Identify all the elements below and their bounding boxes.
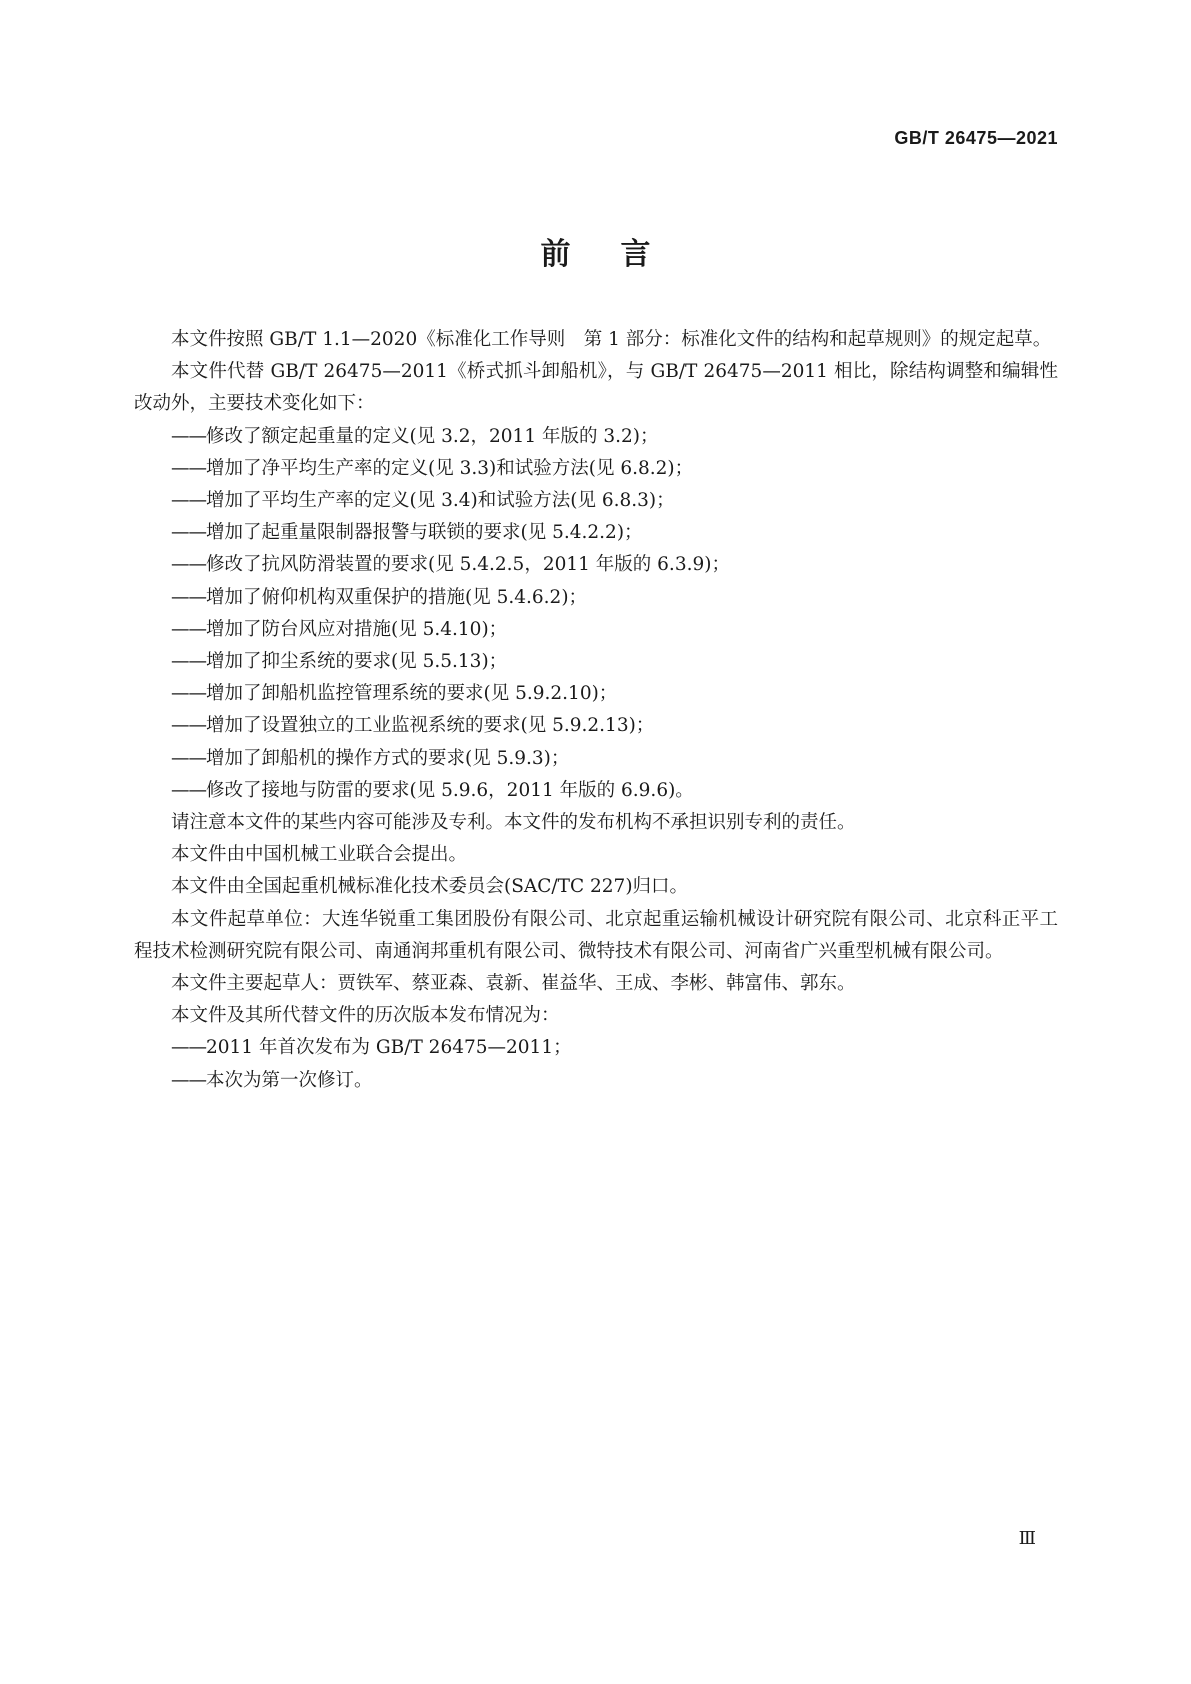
list-item-text: 增加了卸船机监控管理系统的要求(见 5.9.2.10)； [206,683,618,705]
dash-mark: —— [171,490,206,512]
history-list [134,1032,1058,1096]
dash-mark: —— [171,457,206,479]
list-item-text: 2011 年首次发布为 GB/T 26475—2011； [206,1037,572,1059]
dash-mark: —— [171,618,206,640]
list-item-text: 修改了抗风防滑装置的要求(见 5.4.2.5，2011 年版的 6.3.9)； [206,554,730,576]
list-item-text: 增加了抑尘系统的要求(见 5.5.13)； [206,651,508,673]
list-item-text: 修改了额定起重量的定义(见 3.2，2011 年版的 3.2)； [206,425,659,447]
list-item-text: 增加了俯仰机构双重保护的措施(见 5.4.6.2)； [206,586,588,608]
dash-mark: —— [171,747,206,769]
paragraph-drafting-units: 本文件起草单位：大连华锐重工集团股份有限公司、北京起重运输机械设计研究院有限公司、北京科正平工程技术检测研究院有限公司、南通润邦重机有限公司、微特技术有限公司、河南省广兴重型机械有限公司。 [134,908,1058,962]
list-item [134,646,1058,678]
list-item [134,453,1058,485]
paragraph-version-history: 本文件及其所代替文件的历次版本发布情况为： [171,1005,560,1027]
list-item-text: 本次为第一次修订。 [206,1069,373,1091]
paragraph-replacement: 本文件代替 GB/T 26475—2011《桥式抓斗卸船机》，与 GB/T 26475—2011 相比，除结构调整和编辑性改动外，主要技术变化如下： [134,361,1058,415]
list-item [134,1032,1058,1064]
dash-mark: —— [171,425,206,447]
list-item [134,517,1058,549]
list-item [134,710,1058,742]
list-item [134,678,1058,710]
paragraph-proposer: 本文件由中国机械工业联合会提出。 [171,844,468,866]
paragraph-drafting-rules: 本文件按照 GB/T 1.1—2020《标准化工作导则 第 1 部分：标准化文件的结构和起草规则》的规定起草。 [171,329,1052,350]
list-item-text: 增加了起重量限制器报警与联锁的要求(见 5.4.2.2)； [206,522,643,544]
list-item-text: 增加了防台风应对措施(见 5.4.10)； [206,618,508,640]
dash-mark: —— [171,1037,206,1059]
document-body [134,324,1058,1097]
list-item [134,1065,1058,1097]
paragraph-patent-notice: 请注意本文件的某些内容可能涉及专利。本文件的发布机构不承担识别专利的责任。 [171,812,856,834]
list-item [134,421,1058,453]
list-item [134,549,1058,581]
page-title: 前言 [540,237,701,272]
dash-mark: —— [171,779,206,801]
list-item [134,614,1058,646]
dash-mark: —— [171,651,206,673]
changes-list [134,421,1058,807]
list-item [134,743,1058,775]
page-number: Ⅲ [1018,1528,1036,1549]
dash-mark: —— [171,715,206,737]
standard-code: GB/T 26475—2021 [894,128,1058,148]
paragraph-committee: 本文件由全国起重机械标准化技术委员会(SAC/TC 227)归口。 [171,876,689,898]
list-item [134,485,1058,517]
list-item-text: 增加了净平均生产率的定义(见 3.3)和试验方法(见 6.8.2)； [206,457,694,479]
dash-mark: —— [171,554,206,576]
dash-mark: —— [171,586,206,608]
dash-mark: —— [171,683,206,705]
list-item-text: 增加了设置独立的工业监视系统的要求(见 5.9.2.13)； [206,715,655,737]
list-item [134,775,1058,807]
dash-mark: —— [171,522,206,544]
list-item-text: 修改了接地与防雷的要求(见 5.9.6，2011 年版的 6.9.6)。 [206,779,694,801]
paragraph-drafters: 本文件主要起草人：贾铁军、蔡亚森、袁新、崔益华、王成、李彬、韩富伟、郭东。 [171,973,856,995]
list-item-text: 增加了平均生产率的定义(见 3.4)和试验方法(见 6.8.3)； [206,490,675,512]
list-item-text: 增加了卸船机的操作方式的要求(见 5.9.3)； [206,747,570,769]
dash-mark: —— [171,1069,206,1091]
list-item [134,582,1058,614]
